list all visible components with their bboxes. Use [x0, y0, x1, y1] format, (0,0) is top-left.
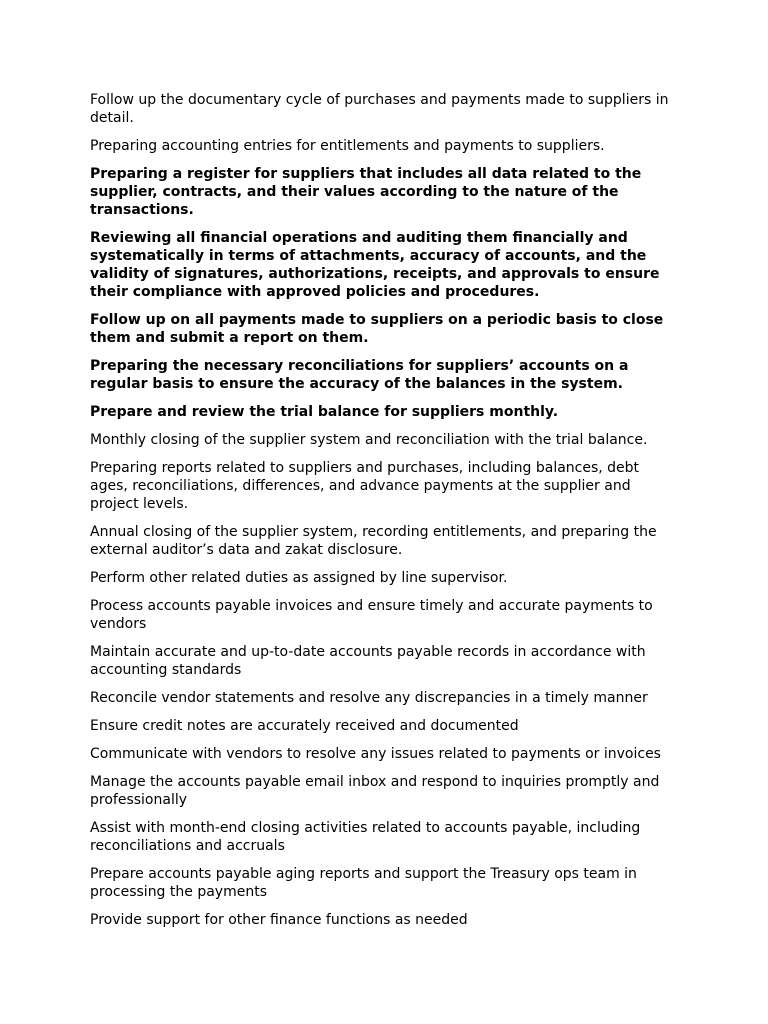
paragraph: Communicate with vendors to resolve any issues related to payments or invoices	[90, 746, 661, 762]
document-page	[90, 91, 678, 939]
paragraph: Assist with month-end closing activities related to accounts payable, including reconciliations and accruals	[90, 820, 641, 854]
paragraph: Follow up the documentary cycle of purchases and payments made to suppliers in detail.	[90, 92, 669, 126]
paragraph: Process accounts payable invoices and ensure timely and accurate payments to vendors	[90, 598, 653, 632]
paragraph: Prepare and review the trial balance for suppliers monthly.	[90, 404, 559, 420]
paragraph: Manage the accounts payable email inbox and respond to inquiries promptly and professionally	[90, 774, 660, 808]
paragraph: Preparing the necessary reconciliations for suppliers’ accounts on a regular basis to ensure the accuracy of the balances in the system.	[90, 358, 629, 392]
paragraph: Follow up on all payments made to suppliers on a periodic basis to close them and submit a report on them.	[90, 312, 664, 346]
paragraph: Maintain accurate and up-to-date accounts payable records in accordance with accounting standards	[90, 644, 646, 678]
paragraph: Monthly closing of the supplier system and reconciliation with the trial balance.	[90, 432, 648, 448]
paragraph: Preparing reports related to suppliers and purchases, including balances, debt ages, reconciliations, differences, and advance payments at the supplier and project levels.	[90, 460, 640, 512]
paragraph: Ensure credit notes are accurately received and documented	[90, 718, 519, 734]
paragraph: Preparing accounting entries for entitlements and payments to suppliers.	[90, 138, 605, 154]
paragraph: Provide support for other finance functions as needed	[90, 912, 468, 928]
paragraph: Preparing a register for suppliers that includes all data related to the supplier, contracts, and their values according to the nature of the transactions.	[90, 166, 642, 218]
paragraph: Reconcile vendor statements and resolve any discrepancies in a timely manner	[90, 690, 648, 706]
paragraph: Annual closing of the supplier system, recording entitlements, and preparing the external auditor’s data and zakat disclosure.	[90, 524, 657, 558]
paragraph: Reviewing all financial operations and auditing them financially and systematically in terms of attachments, accuracy of accounts, and the validity of signatures, authorizations, receipts, and approvals to ensure their compliance with approved policies and procedures.	[90, 230, 660, 300]
paragraph: Perform other related duties as assigned by line supervisor.	[90, 570, 508, 586]
paragraph: Prepare accounts payable aging reports and support the Treasury ops team in processing the payments	[90, 866, 637, 900]
